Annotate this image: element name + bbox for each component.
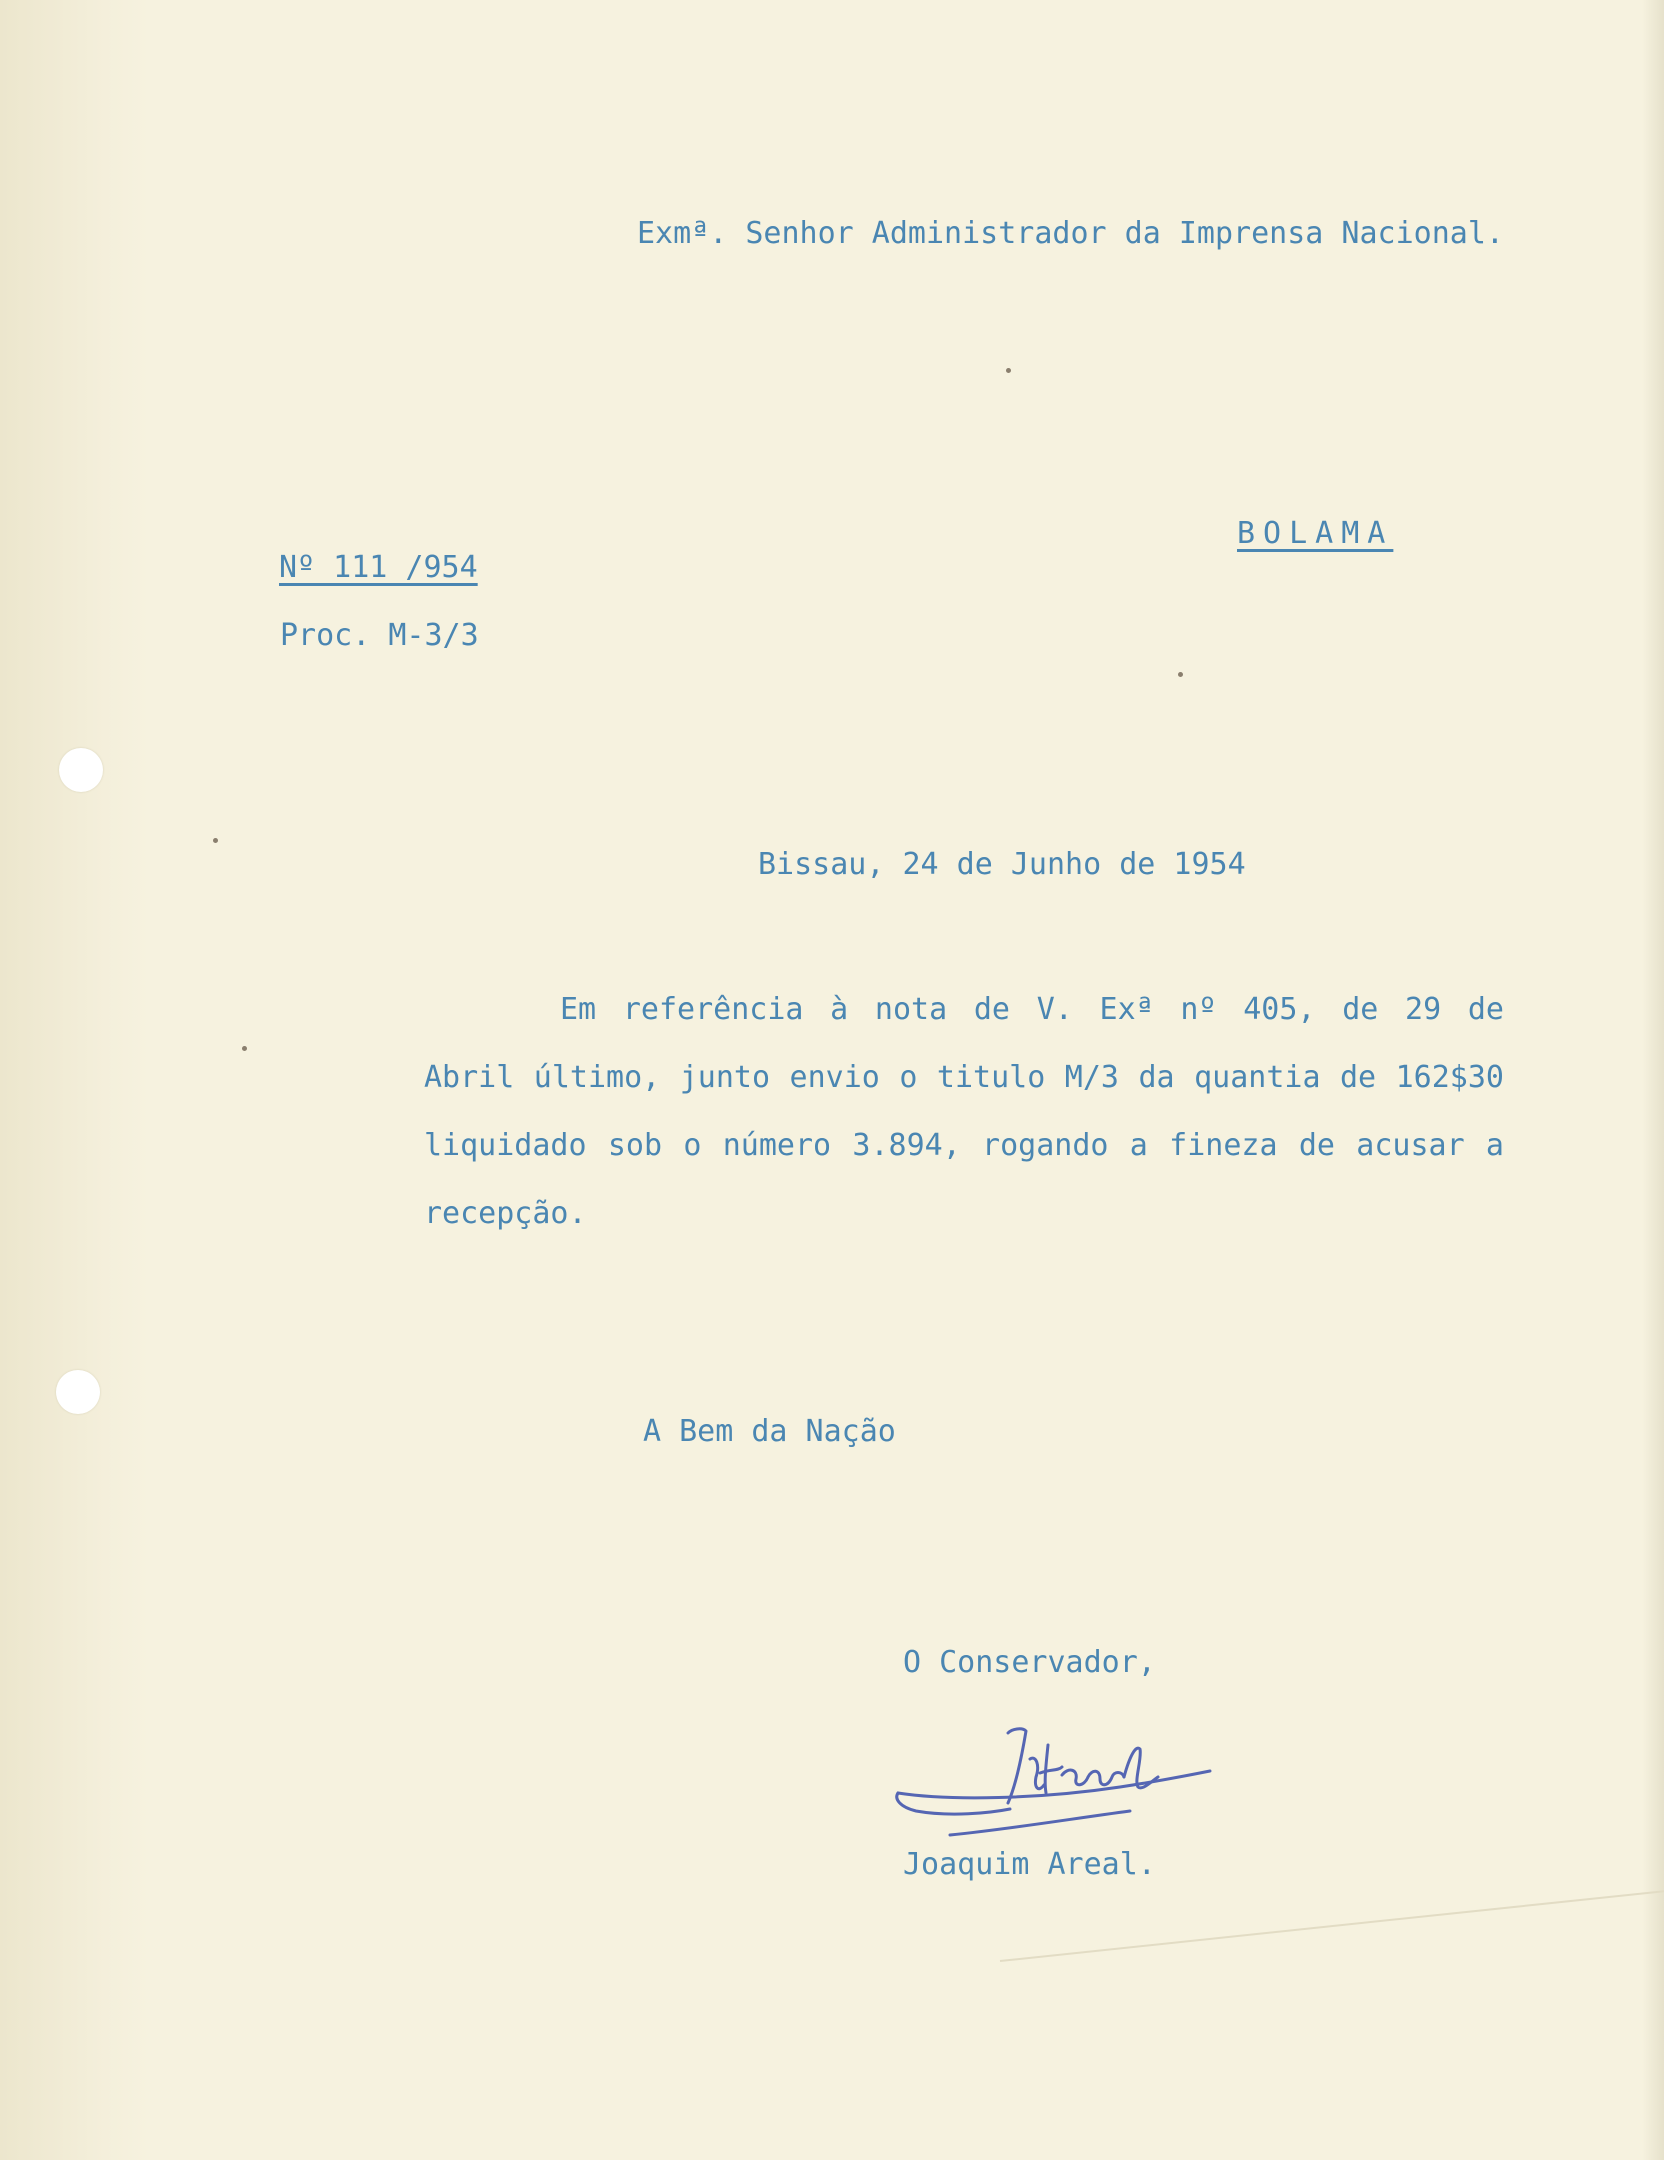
paper-edge-shadow-right [1642,0,1664,2160]
reference-number: Nº 111 /954 [279,550,478,585]
paper-speck [242,1046,247,1051]
paper-speck [1006,368,1011,373]
addressee-line: Exmª. Senhor Administrador da Imprensa Nacional. [637,216,1504,251]
paper-fold-crease [1000,1889,1664,1962]
paper-edge-shadow-left [0,0,150,2160]
punch-hole-lower [56,1370,100,1414]
letter-body: Em referência à nota de V. Exª nº 405, de 29 de Abril último, junto envio o titulo M/3 da quantia de 162$30 liquidado sob o número 3.894, rogando a fineza de acusar a recepção. [424,992,1504,1231]
closing-salutation: A Bem da Nação [643,1414,896,1449]
paper-speck [1178,672,1183,677]
process-number: Proc. M-3/3 [280,618,479,653]
destination-city: BOLAMA [1237,516,1394,551]
handwritten-signature [890,1715,1230,1845]
date-line: Bissau, 24 de Junho de 1954 [758,847,1246,882]
paper-speck [213,838,218,843]
punch-hole-upper [59,748,103,792]
signer-title: O Conservador, [903,1645,1156,1680]
signer-name: Joaquim Areal. [903,1847,1156,1882]
